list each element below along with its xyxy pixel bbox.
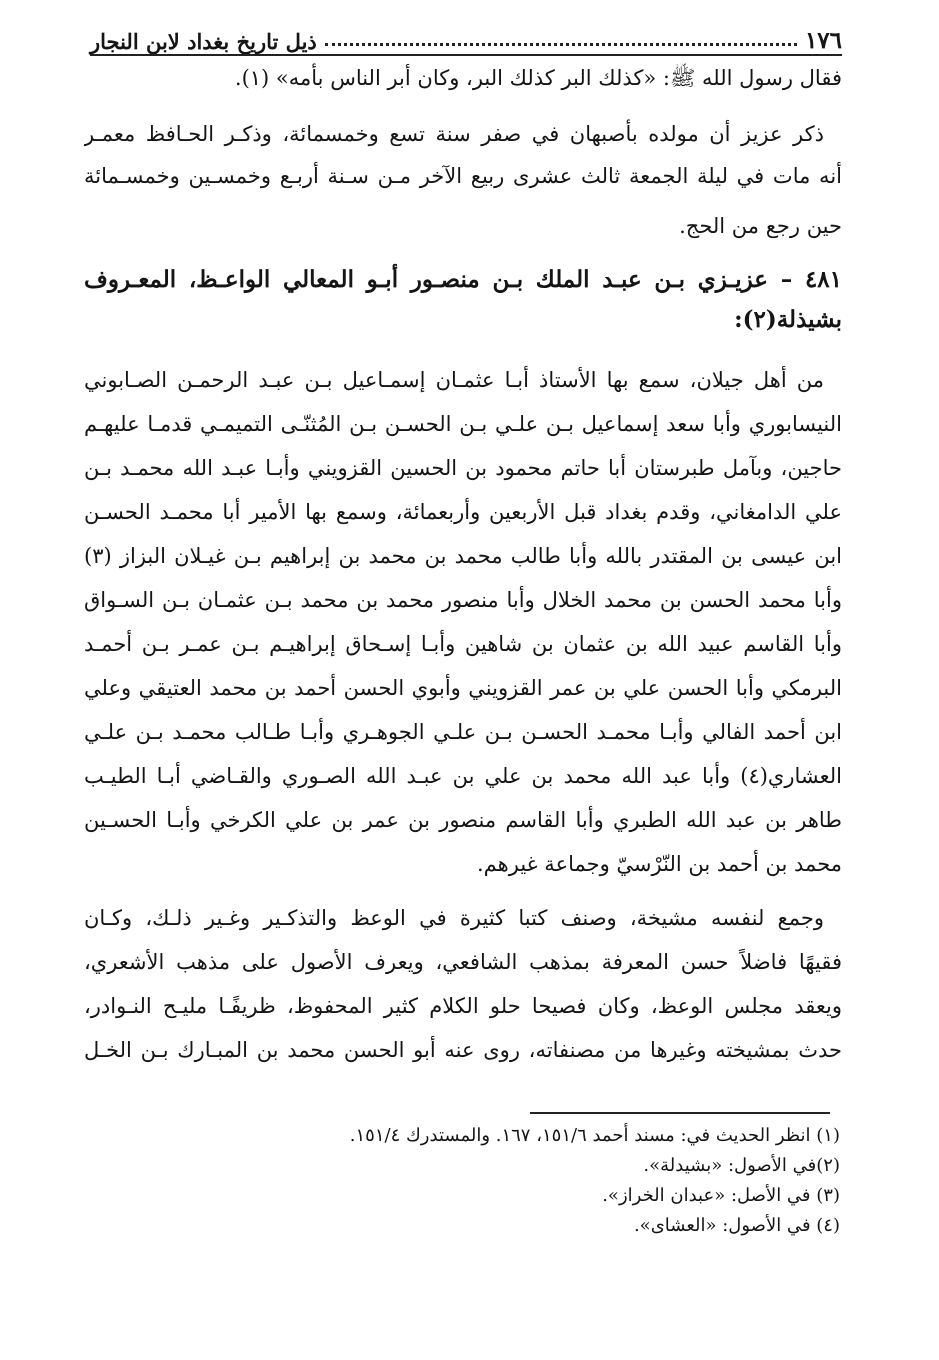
header-rule xyxy=(90,54,842,56)
footnote: (١) انظر الحديث في: مسند أحمد ١٥١/٦، ١٦٧. والمستدرك ١٥١/٤. xyxy=(349,1125,840,1146)
text-line: النيسابوري وأبا سعد إسماعيل بـن علـي بـن الحسـن بـن المُثنّـى التميمـي قدمـا عليهـم xyxy=(84,412,842,436)
text-line: وأبا القاسم عبيد الله بن عثمان بن شاهين وأبـا إسـحاق إبراهيـم بـن عمـر بـن أحمـد xyxy=(84,632,842,656)
footnote: (٢)في الأصول: «بشيدلة». xyxy=(643,1155,840,1176)
text-line: حين رجع من الحج. xyxy=(679,214,842,238)
text-line: وأبا محمد الحسن بن محمد الخلال وأبا منصور محمد بن محمد بـن عثمـان بـن السـواق xyxy=(84,588,842,612)
text-line: ابن أحمد الفالي وأبـا محمـد الحسـن بـن علـي الجوهـري وأبـا طـالب محمـد بـن علـي xyxy=(84,720,842,744)
text-line: علي الدامغاني، وقدم بغداد قبل الأربعين وأربعمائة، وسمع بها الأمير أبا محمـد الحسـن xyxy=(84,500,842,524)
text-line: العشاري(٤) وأبا عبد الله محمد بن علي بن عبـد الله الصـوري والقـاضي أبـا الطيـب xyxy=(84,764,842,788)
text-line: ويعقد مجلس الوعظ، وكان فصيحا حلو الكلام كثير المحفوظ، ظريفًـا مليـح النـوادر، xyxy=(84,994,842,1018)
text-line: ذكر عزيز أن مولده بأصبهان في صفر سنة تسع وخمسمائة، وذكـر الحـافظ معمـر xyxy=(84,122,824,146)
text-line: محمد بن أحمد بن النّرْسيّ وجماعة غيرهم. xyxy=(477,852,842,876)
text-line: وجمع لنفسه مشيخة، وصنف كتبا كثيرة في الوعظ والتذكـير وغـير ذلـك، وكـان xyxy=(84,906,824,930)
text-line: ابن عيسى بن المقتدر بالله وأبا طالب محمد بن محمد بن إبراهيم بـن غيـلان البزاز (٣) xyxy=(84,544,842,568)
text-line: أنه مات في ليلة الجمعة ثالث عشرى ربيع الآخر مـن سـنة أربـع وخمسـين وخمسـمائة xyxy=(84,164,842,188)
text-line: طاهر بن عبد الله الطبري وأبا القاسم منصور بن عمر بن علي الكرخي وأبـا الحسـين xyxy=(84,808,842,832)
text-line: البرمكي وأبا الحسن علي بن عمر القزويني وأبوي الحسن أحمد بن محمد العتيقي وعلي xyxy=(84,676,842,700)
page-header xyxy=(90,20,842,54)
header-dot-leader xyxy=(325,43,797,46)
footnote-separator xyxy=(530,1112,830,1114)
running-title: ذيل تاريخ بغداد لابن النجار xyxy=(90,29,317,54)
footnote: (٤) في الأصول: «العشاى». xyxy=(633,1215,840,1236)
text-line: حدث بمشيخته وغيرها من مصنفاته، روى عنه أبو الحسن محمد بن المبـارك بـن الخـل xyxy=(84,1038,842,1062)
text-line: حاجين، وبآمل طبرستان أبا حاتم محمود بن الحسين القزويني وأبـا عبـد الله محمـد بـن xyxy=(84,456,842,480)
footnote: (٣) في الأصل: «عبدان الخراز». xyxy=(602,1185,840,1206)
text-line: من أهل جيلان، سمع بها الأستاذ أبـا عثمـان إسمـاعيل بـن عبـد الرحمـن الصـابوني xyxy=(84,368,824,392)
entry-heading: بشيذلة(٢): xyxy=(734,306,842,333)
text-line: فقيهًا فاضلاً حسن المعرفة بمذهب الشافعي، ويعرف الأصول على مذهب الأشعري، xyxy=(84,950,842,974)
page-number: ١٧٦ xyxy=(804,27,842,54)
entry-heading: ٤٨١ – عزيـزي بـن عبـد الملك بـن منصـور أبـو المعالي الواعـظ، المعـروف xyxy=(84,266,842,293)
text-line: فقال رسول الله ﷺ: «كذلك البر كذلك البر، وكان أبر الناس بأمه» (١). xyxy=(234,66,842,90)
